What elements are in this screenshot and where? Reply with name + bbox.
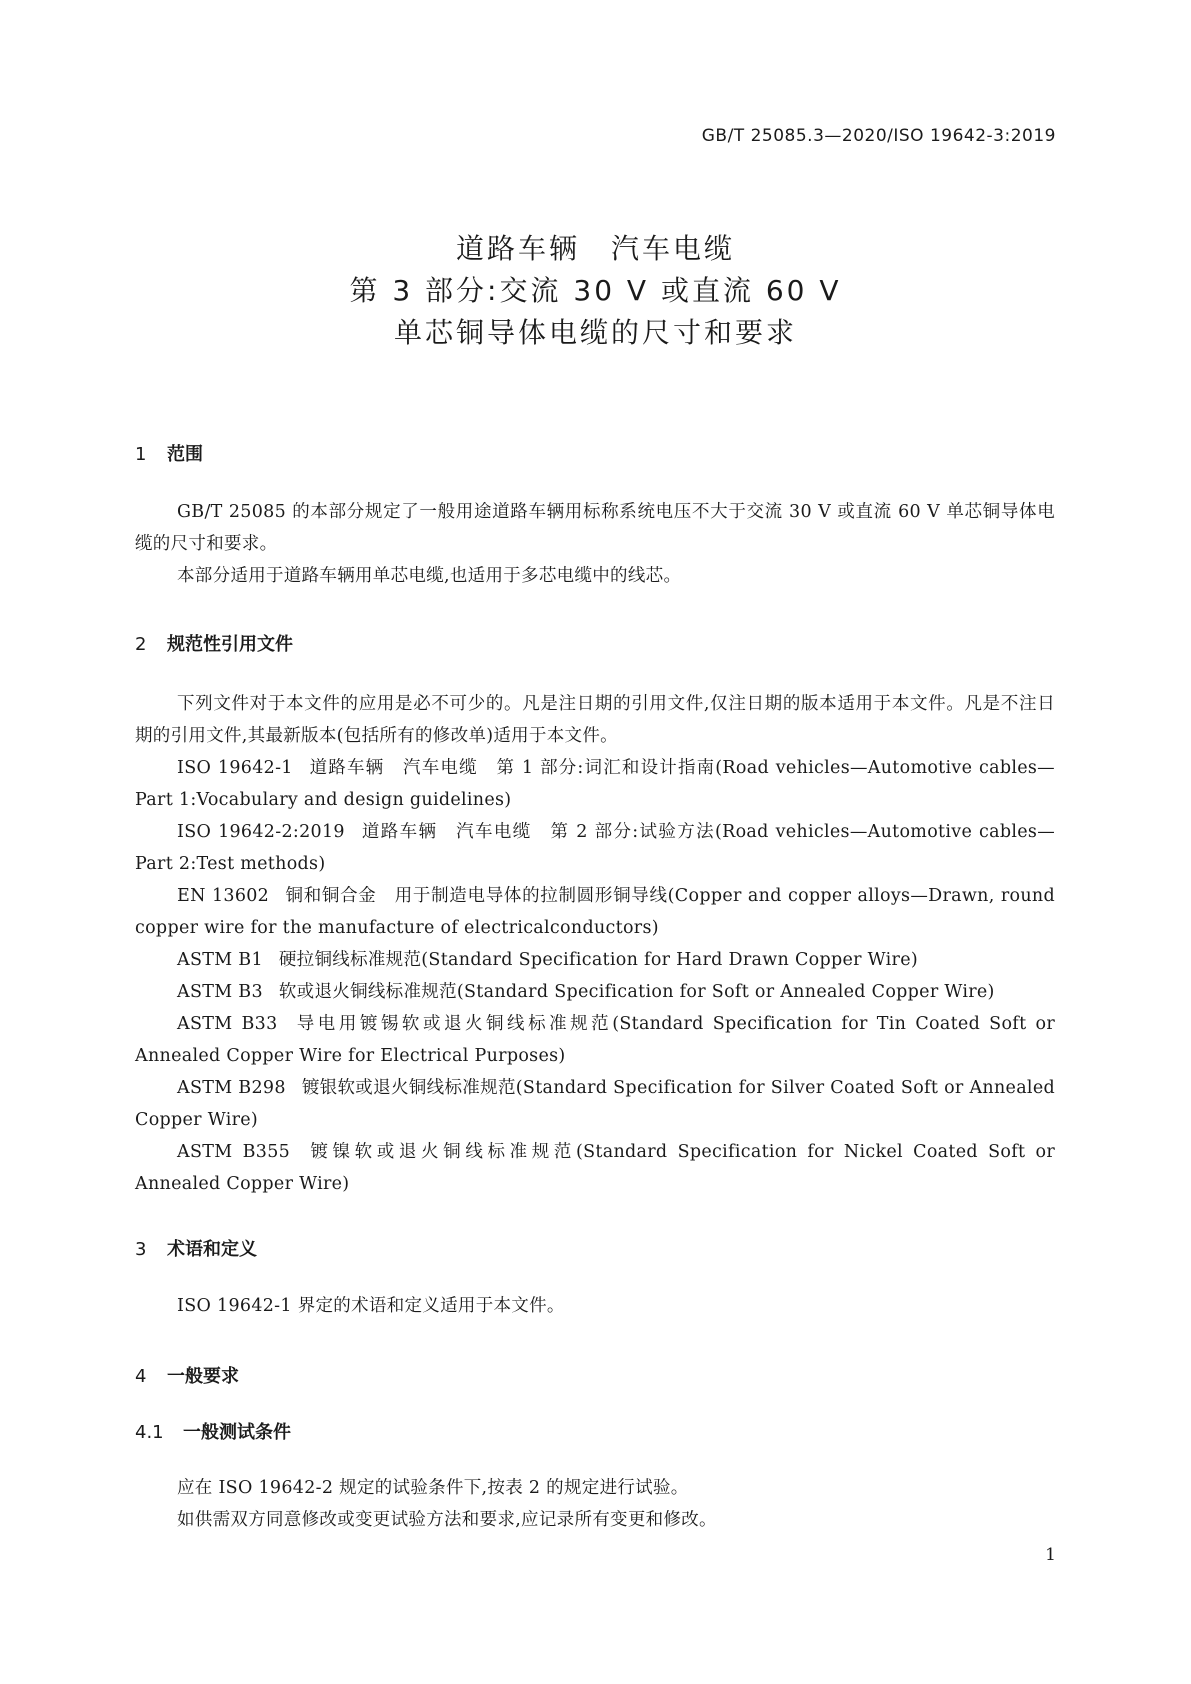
reference-text: 硬拉铜线标准规范(Standard Specification for Hard Drawn Copper Wire) (278, 950, 918, 970)
title-line-3: 单芯铜导体电缆的尺寸和要求 (393, 316, 797, 349)
section-title: 术语和定义 (167, 1239, 257, 1260)
section-3-heading (135, 1235, 257, 1261)
reference-code: ISO 19642-2:2019 (177, 822, 345, 842)
section-title: 范围 (167, 444, 203, 465)
section-number: 3 (135, 1239, 147, 1260)
paragraph: 下列文件对于本文件的应用是必不可少的。凡是注日期的引用文件,仅注日期的版本适用于本文件。凡是不注日期的引用文件,其最新版本(包括所有的修改单)适用于本文件。 (135, 694, 1055, 746)
reference-item (135, 880, 1055, 944)
paragraph: 应在 ISO 19642-2 规定的试验条件下,按表 2 的规定进行试验。 (177, 1478, 689, 1498)
reference-item (135, 1136, 1055, 1200)
section-4-heading (135, 1362, 239, 1388)
section-4-1-heading (135, 1418, 291, 1444)
paragraph: 本部分适用于道路车辆用单芯电缆,也适用于多芯电缆中的线芯。 (177, 566, 682, 586)
paragraph: GB/T 25085 的本部分规定了一般用途道路车辆用标称系统电压不大于交流 30 V 或直流 60 V 单芯铜导体电缆的尺寸和要求。 (135, 502, 1055, 554)
reference-code: ASTM B1 (177, 950, 263, 970)
reference-item (135, 976, 1055, 1008)
paragraph: 如供需双方同意修改或变更试验方法和要求,应记录所有变更和修改。 (177, 1510, 717, 1530)
section-title: 规范性引用文件 (167, 634, 293, 655)
section-number: 1 (135, 444, 147, 465)
paragraph: ISO 19642-1 界定的术语和定义适用于本文件。 (177, 1296, 565, 1316)
reference-text: 道路车辆 汽车电缆 第 2 部分:试验方法(Road vehicles—Automotive cables—Part 2:Test methods) (135, 822, 1055, 874)
section-number: 2 (135, 634, 147, 655)
reference-code: ASTM B3 (177, 982, 263, 1002)
reference-code: EN 13602 (177, 886, 270, 906)
section-1-heading (135, 440, 203, 466)
page-number: 1 (1045, 1545, 1056, 1565)
reference-text: 导电用镀锡软或退火铜线标准规范(Standard Specification for Tin Coated Soft or Annealed Copper Wire for Electrical Purposes) (135, 1014, 1055, 1066)
reference-item (135, 1072, 1055, 1136)
reference-code: ASTM B298 (177, 1078, 286, 1098)
section-number: 4 (135, 1366, 147, 1387)
reference-item (135, 1008, 1055, 1072)
reference-code: ASTM B33 (177, 1014, 278, 1034)
reference-item (135, 752, 1055, 816)
reference-text: 道路车辆 汽车电缆 第 1 部分:词汇和设计指南(Road vehicles—Automotive cables—Part 1:Vocabulary and design guidelines) (135, 758, 1055, 810)
section-title: 一般要求 (167, 1366, 239, 1387)
reference-text: 软或退火铜线标准规范(Standard Specification for Soft or Annealed Copper Wire) (278, 982, 995, 1002)
reference-item (135, 944, 1055, 976)
reference-code: ASTM B355 (177, 1142, 291, 1162)
reference-text: 镀镍软或退火铜线标准规范(Standard Specification for Nickel Coated Soft or Annealed Copper Wire) (135, 1142, 1055, 1194)
section-title: 一般测试条件 (183, 1422, 291, 1443)
title-line-1: 道路车辆 汽车电缆 (455, 232, 735, 265)
title-line-2: 第 3 部分:交流 30 V 或直流 60 V (349, 274, 842, 307)
reference-code: ISO 19642-1 (177, 758, 293, 778)
section-2-heading (135, 630, 293, 656)
document-id: GB/T 25085.3—2020/ISO 19642-3:2019 (701, 126, 1056, 146)
reference-text: 镀银软或退火铜线标准规范(Standard Specification for Silver Coated Soft or Annealed Copper Wire) (135, 1078, 1055, 1130)
document-title (0, 228, 1191, 354)
reference-text: 铜和铜合金 用于制造电导体的拉制圆形铜导线(Copper and copper alloys—Drawn, round copper wire for the manufacture of electricalconductors) (135, 886, 1055, 938)
section-number: 4.1 (135, 1422, 164, 1443)
reference-item (135, 816, 1055, 880)
